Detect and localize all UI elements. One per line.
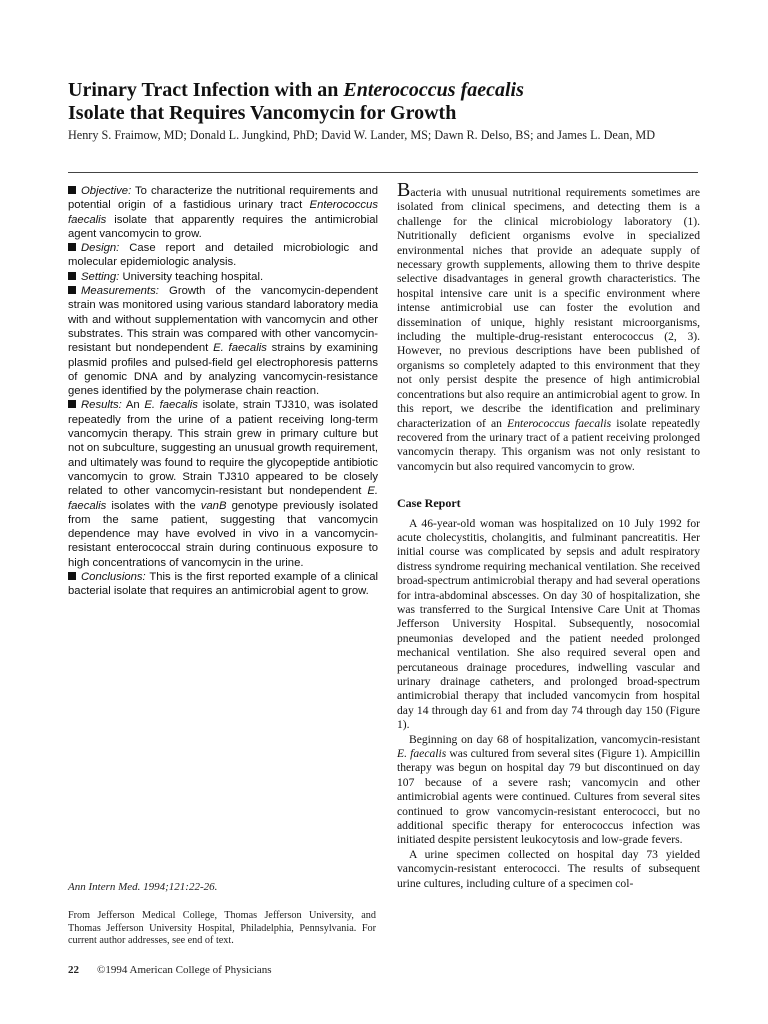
structured-abstract	[68, 184, 378, 599]
square-bullet-icon	[68, 243, 76, 251]
abstract-results: Results: An E. faecalis isolate, strain TJ310, was isolated repeatedly from the urine of a patient receiving long-term vancomycin therapy. This strain grew in primary culture but not on subculture, suggesting an unusual growth requirement, and ultimately was found to require the glycopeptide antibiotic vancomycin to grow. Strain TJ310 appeared to be closely related to other vancomycin-resistant but nondependent E. faecalis isolates with the vanB genotype previously isolated from the same patient, suggesting that vancomycin dependence may have evolved in vivo in a vancomycin-resistant enterococcal strain during continuous exposure to high concentrations of vancomycin in the urine.	[68, 399, 378, 569]
intro-paragraph: Bacteria with unusual nutritional requirements sometimes are isolated from clinical specimens, and detecting them is a challenge for the clinical microbiology laboratory (1). Nutritionally deficient organisms evolve in specialized environmental niches that provide an adequate supply of necessary growth supplements, allowing them to thrive despite selective disadvantages in general growth characteristics. The hospital intensive care unit is a specific environment where intense antimicrobial use can foster the evolution and dissemination of unique, highly resistant microorganisms, including the multiple-drug-resistant enterococcus (2, 3). However, no previous descriptions have been published of organisms so completely adapted to this environment that they not only persist despite the presence of high antimicrobial concentrations but also require an antimicrobial agent to grow. In this report, we describe the identification and preliminary characterization of an Enterococcus faecalis isolate repeatedly recovered from the urinary tract of a patient receiving prolonged vancomycin therapy. This organism was not only resistant to vancomycin but also required vancomycin to grow.	[397, 179, 700, 473]
journal-citation: Ann Intern Med. 1994;121:22-26.	[68, 881, 218, 893]
abstract-measurements: Measurements: Growth of the vancomycin-dependent strain was monitored using various standard laboratory media with and without supplementation with vancomycin and other substrates. This strain was compared with other vancomycin-resistant but nondependent E. faecalis strains by examining plasmid profiles and pulsed-field gel electrophoresis patterns of genomic DNA and by analyzing vancomycin-resistance genes identified by the polymerase chain reaction.	[68, 285, 378, 398]
title-text-1: Urinary Tract Infection with an	[68, 79, 344, 101]
abstract-setting: Setting: University teaching hospital.	[68, 270, 378, 284]
square-bullet-icon	[68, 572, 76, 580]
copyright-notice: ©1994 American College of Physicians	[97, 964, 272, 976]
case-report-heading: Case Report	[397, 496, 461, 511]
article-body	[397, 179, 700, 891]
abstract-design: Design: Case report and detailed microbiologic and molecular epidemiologic analysis.	[68, 242, 378, 269]
page-number: 22	[68, 964, 79, 976]
square-bullet-icon	[68, 272, 76, 280]
square-bullet-icon	[68, 400, 76, 408]
title-organism: Enterococcus faecalis	[343, 79, 524, 101]
case-paragraph-3: A urine specimen collected on hospital day 73 yielded vancomycin-resistant enterococci. The results of subsequent urine cultures, including culture of a specimen col-	[397, 847, 700, 890]
case-paragraph-1: A 46-year-old woman was hospitalized on 10 July 1992 for acute cholecystitis, cholangitis, and fulminant pancreatitis. Her initial course was complicated by sepsis and adult respiratory distress syndrome requiring mechanical ventilation. She received broad-spectrum antimicrobial therapy and had several operations for intra-abdominal abscesses. On day 30 of hospitalization, she was transferred to the Surgical Intensive Care Unit at Thomas Jefferson University Hospital. Subsequently, nosocomial pneumonias developed and the patient needed prolonged mechanical ventilation. She also required several open and percutaneous drainage procedures, indwelling vascular and urinary drainage catheters, and prolonged broad-spectrum antimicrobial therapy that included vancomycin from hospital day 14 through day 61 and from day 74 through day 150 (Figure 1).	[397, 516, 700, 732]
header-divider	[68, 172, 698, 173]
page-footer	[68, 964, 368, 976]
abstract-objective: Objective: To characterize the nutritional requirements and potential origin of a fastidious urinary tract Enterococcus faecalis isolate that apparently requires the antimicrobial agent vancomycin to grow.	[68, 185, 378, 240]
title-text-2: Isolate that Requires Vancomycin for Growth	[68, 102, 457, 124]
case-paragraph-2: Beginning on day 68 of hospitalization, vancomycin-resistant E. faecalis was cultured from several sites (Figure 1). Ampicillin therapy was begun on hospital day 79 but discontinued on day 107 because of a severe rash; vancomycin and other antimicrobial agents were continued. Cultures from several sites continued to grow vancomycin-resistant enterococci, but no additional specific therapy for enterococcus infection was initiated despite persistent leukocytosis and low-grade fevers.	[397, 732, 700, 847]
square-bullet-icon	[68, 286, 76, 294]
author-affiliation: From Jefferson Medical College, Thomas Jefferson University, and Thomas Jefferson University Hospital, Philadelphia, Pennsylvania. For current author addresses, see end of text.	[68, 910, 376, 947]
article-title	[68, 79, 708, 125]
author-list: Henry S. Fraimow, MD; Donald L. Jungkind, PhD; David W. Lander, MS; Dawn R. Delso, BS; and James L. Dean, MD	[68, 128, 656, 142]
drop-cap: B	[397, 179, 411, 201]
square-bullet-icon	[68, 186, 76, 194]
abstract-conclusions: Conclusions: This is the first reported example of a clinical bacterial isolate that requires an antimicrobial agent to grow.	[68, 571, 378, 598]
